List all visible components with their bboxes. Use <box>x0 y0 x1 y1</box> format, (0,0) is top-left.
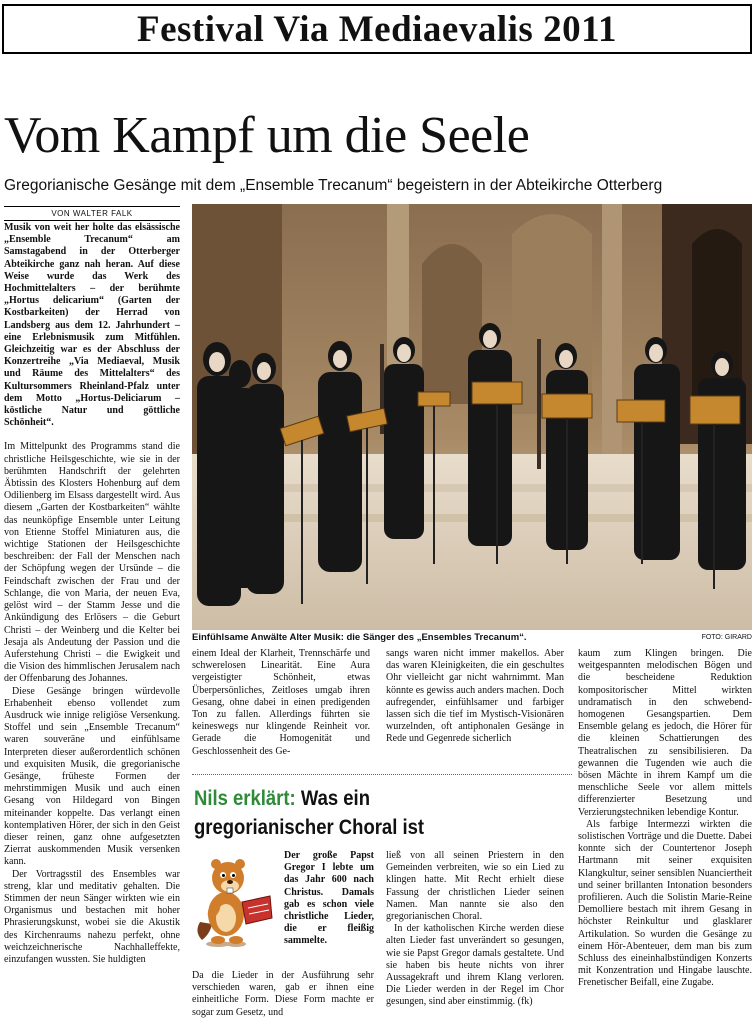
box-intro-text: Der große Papst Gregor I lebte um das Jahr 600 nach Christus. Damals gab es schon viele christliche Lieder, die er fleißig sammelte. <box>284 850 374 947</box>
box-text: ließ von all seinen Priestern in den Gemeinden verbreiten, wie so ein Lied zu klingen hatte. Mit Recht erhielt diese Fassung der christlichen Lieder seinen Namen. Man nannte sie also den gregorianischen Choral. <box>386 850 564 923</box>
box-intro <box>284 850 374 974</box>
body-paragraph: Im Mittelpunkt des Programms stand die christliche Heilsgeschichte, wie sie in der berühmten Handschrift der gelehrten Äbtissin des Klosters Hohenburg auf dem Odilienberg im Elsass dargestellt wird. Aus diesem „Garten der Kostbarkeiten“ wählte das neunköpfige Ensemble unter Leitung von Etienne Stoffel Miniaturen aus, die wichtige Stationen der Heilsgeschichte beschreiben: der Fall der Menschen nach der Schöpfung wegen der Ursünde – die Feindschaft zwischen der Frau und der Schlange, die von Maria, der neuen Eva, gelöst wird – der Stamm Jesse und die Ankündigung des Erlösers – die Geburt Christi – der Weinberg und die Kelter bei Jesaja als Andeutung der Passion und die Auferstehung Christi – die Ewigkeit und die Vision des himmlischen Jerusalem nach der Offenbarung des Johannes. <box>4 441 180 685</box>
article-column-1 <box>4 222 180 1028</box>
box-text: In der katholischen Kirche werden diese alten Lieder fast unverändert so gesungen, wie sie Papst Gregor damals gestaltete. Und sie haben bis heute nichts von ihrer Aussagekraft und ihrem Klang verloren. Die Lieder werden in der Regel im Chor gesungen, sind aber einstimmig. (fk) <box>386 923 564 1008</box>
lead-paragraph: Musik von weit her holte das elsässische „Ensemble Trecanum“ am Samstagabend in der Otterberger Abteikirche ganz nah heran. Auf diese Weise wurde das Werk des Hochmittelalters – der berühmte „Hortus delicarium“ (Garten der Kostbarkeiten) der Herrad von Landsberg aus dem 12. Jahrhundert – eine Erlebnismusik zum Mitfühlen. Gleichzeitig war es der Abschluss der Konzertreihe „Via Mediaeval, Musik und Räume des Mittelalters“ des Kultursommers Rheinland-Pfalz unter dem Motto „Hortus-Deliciarum – köstliche Natur und göttliche Schönheit“. <box>4 222 180 429</box>
photo-credit: FOTO: GIRARD <box>701 634 752 641</box>
body-paragraph: einem Ideal der Klarheit, Trennschärfe und schwerelosen Linearität. Eine Aura vergeistigter Schönheit, etwas Überpersönliches, Zeitloses umgab ihren Gesang, ohne dabei in einen predigenden Ton zu fallen. Allerdings führten sie keineswegs nur klingende Reinheit vor. Gerade die Homogenität und Geschlossenheit des Ge- <box>192 648 370 757</box>
article-column-2 <box>192 648 370 772</box>
article-column-3 <box>386 648 564 772</box>
body-paragraph: Als farbige Intermezzi wirkten die solistischen Vorträge und die Duette. Dabei konnte sich der Countertenor Joseph Hartmann mit seiner exquisiten Klangkultur, seiner sensiblen Nuanciertheit und seiner brillanten Intonation besonders profilieren. Auch die Solistin Marie-Reine Demolliere bestach mit ihrem Gesang in höchster Reinkultur und glasklarer Artikulation. So wurden die Gesänge zu einem Hör-Abenteuer, dem man bis zum Schluss des eineinhalbstündigen Konzerts mit Konzentration und Hingabe lauschte. Frenetischer Beifall, eine Zugabe. <box>578 818 752 989</box>
headline: Vom Kampf um die Seele <box>4 107 530 164</box>
body-paragraph: Diese Gesänge bringen würdevolle Erhabenheit ebenso vollendet zum Ausdruck wie innige religiöse Versenkung. Stoffel und sein „Ensemble Trecanum“ waren souveräne und einfühlsame Interpreten dieser außerordentlich schönen und exquisiten Musik, die gregorianische Gesänge, früheste Formen der mehrstimmigen Musik und auch einen Gesang von Hildegard von Bingen miteinander koppelte. Das verlangt einen kontemplativen Hörer, der sich in den Geist dieser reinen, ganz ohne aufgesetzten Zierrat auskommenden Musik versenken kann. <box>4 685 180 868</box>
photo-caption: Einfühlsame Anwälte Alter Musik: die Sänger des „Ensembles Trecanum“. <box>192 632 527 643</box>
byline: VON WALTER FALK <box>4 206 180 221</box>
box-title-green: Nils erklärt: <box>194 787 296 810</box>
subheadline: Gregorianische Gesänge mit dem „Ensemble Trecanum“ begeistern in der Abteikirche Otterberg <box>4 177 663 194</box>
box-column-left <box>192 970 374 1028</box>
body-paragraph: kaum zum Klingen bringen. Die weitgespannten melodischen Bögen und die bescheidene Reduktion kompositorischer Mittel wirkten undramatisch in den schwebend-homogenen Gesangspartien. Dem Ensemble gelang es jedoch, die Hörer für die kleinen Schattierungen des Theatralischen zu sensibilisieren. Da gewannen die Tugenden wie auch die bösen Mächte in ihrem Kampf um die menschliche Seele vor allem mittels differenzierter Besetzung und Verzierungstechniken lebendige Kontur. <box>578 648 752 818</box>
body-paragraph: Der Vortragsstil des Ensembles war streng, klar und meditativ gehalten. Die Stimmen der neun Sänger wirkten wie ein Organismus und bestachen mit hoher Phrasierungskunst, wobei sie die Akustik des Kirchenraums nahezu perfekt, ohne weichzeichnerische Nachhalleffekte, einzufangen wussten. Sie huldigten <box>4 868 180 965</box>
box-title <box>194 784 528 842</box>
article-column-4 <box>578 648 752 1028</box>
beaver-mascot-icon <box>192 852 278 948</box>
box-title-black: Was ein <box>300 787 370 810</box>
box-text: Da die Lieder in der Ausführung sehr verschieden waren, gab er ihnen eine einheitliche Form. Diese Form machte er sogar zum Gesetz, und <box>192 970 374 1018</box>
ensemble-photo <box>192 204 752 630</box>
festival-banner: Festival Via Mediaevalis 2011 <box>2 4 752 54</box>
body-paragraph: sangs waren nicht immer makellos. Aber das waren Kleinigkeiten, die ein geschultes Ohr vielleicht gar nicht wahrnimmt. Man könnte es gewiss auch anders machen. Doch aufregender, einfühlsamer und farbiger lassen sich die tief im Mystisch-Visionären wurzelnden, oft antiphonalen Gesänge in Rede und Gegenrede sicherlich <box>386 648 564 745</box>
box-divider <box>192 774 572 775</box>
box-title-line2: gregorianischer Choral ist <box>194 816 425 839</box>
box-column-right <box>386 850 564 1028</box>
